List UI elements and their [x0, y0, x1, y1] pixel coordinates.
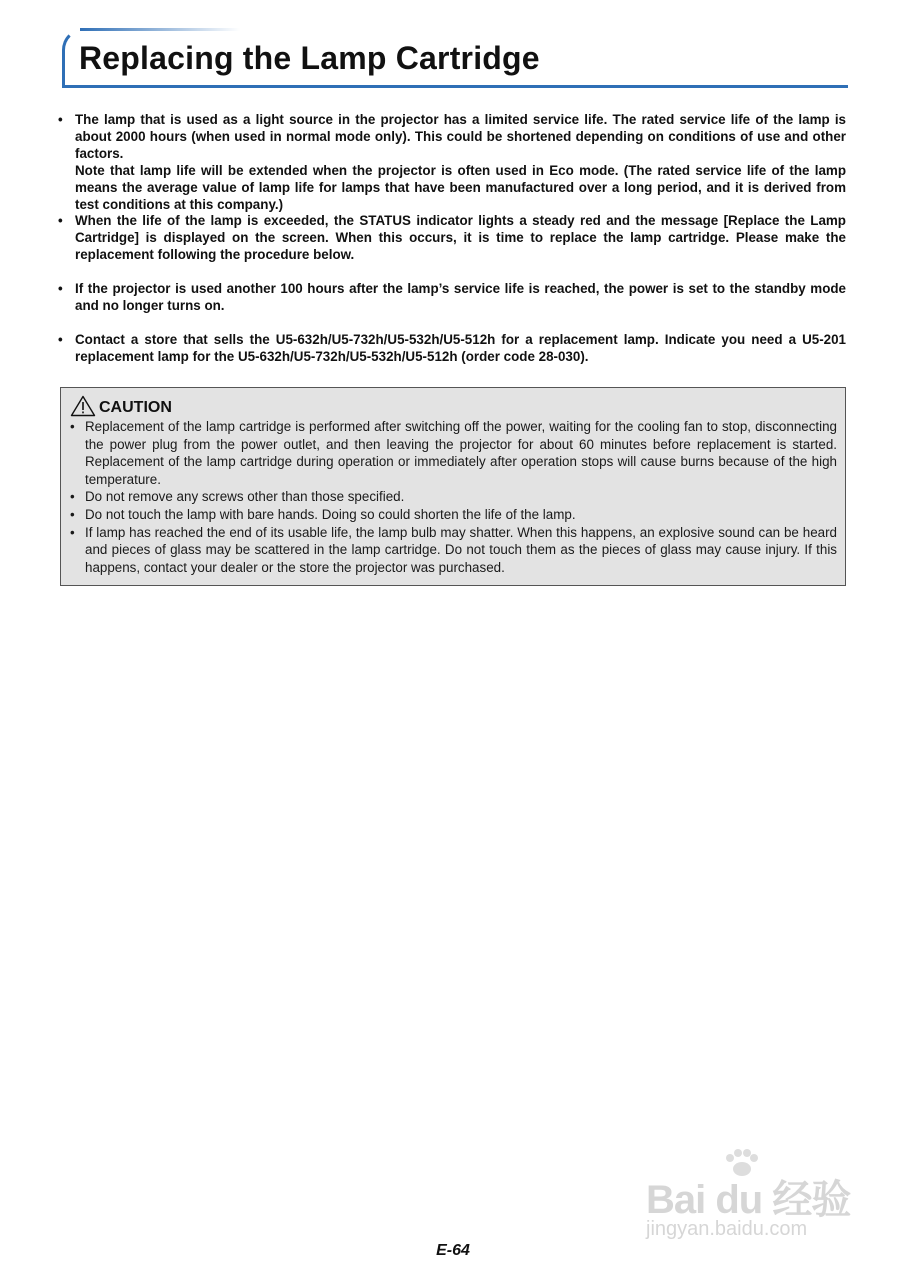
main-list-item [58, 112, 846, 213]
caution-text: If lamp has reached the end of its usable life, the lamp bulb may shatter. When this happens, an explosive sound can be heard and pieces of glass may be scattered in the lamp cartridge. Do not touch them as the pieces of glass may cause injury. If this happens, contact your dealer or the store the projector was purchased. [85, 524, 837, 575]
caution-item [69, 488, 837, 506]
bullet-icon: • [70, 489, 75, 505]
paragraph: Contact a store that sells the U5-632h/U5-732h/U5-532h/U5-512h for a replacement lamp. Indicate you need a U5-201 replacement lamp for the U5-632h/U5-732h/U5-532h/U5-512h (order code 28-030). [75, 331, 846, 364]
caution-box [60, 387, 846, 586]
bullet-icon: • [58, 331, 63, 347]
main-list-item [58, 281, 846, 315]
bullet-icon: • [58, 281, 63, 297]
bullet-icon: • [58, 213, 63, 229]
watermark-logo: Bai du 经验 [646, 1178, 851, 1222]
bullet-icon: • [70, 419, 75, 434]
caution-item [69, 506, 837, 524]
main-bullet-list [58, 112, 846, 366]
bullet-icon: • [70, 524, 75, 540]
main-list-item [58, 332, 846, 366]
caution-title: CAUTION [99, 399, 172, 416]
bullet-icon: • [70, 506, 75, 522]
caution-item [69, 418, 837, 488]
caution-header [70, 395, 172, 417]
caution-text: Do not remove any screws other than those specified. [85, 489, 405, 505]
title-accent-line [80, 28, 240, 31]
warning-triangle-icon [70, 395, 96, 417]
page-number: E-64 [436, 1242, 470, 1259]
paragraph: When the life of the lamp is exceeded, the STATUS indicator lights a steady red and the message [Replace the Lamp Cartridge] is displayed on the screen. When this occurs, it is time to replace the lamp cartridge. Please make the replacement following the procedure below. [75, 213, 846, 263]
caution-text: Do not touch the lamp with bare hands. Doing so could shorten the life of the lamp. [85, 506, 576, 522]
paragraph: Note that lamp life will be extended when the projector is often used in Eco mode. (The rated service life of the lamp means the average value of lamp life for lamps that have been manufactured over a long period, and it is derived from test conditions at this company.) [75, 162, 846, 212]
watermark-url: jingyan.baidu.com [646, 1218, 808, 1240]
paragraph: The lamp that is used as a light source in the projector has a limited service life. The rated service life of the lamp is about 2000 hours (when used in normal mode only). This could be shortened depending on conditions of use and other factors. [75, 112, 846, 161]
caution-item [69, 524, 837, 577]
page-title: Replacing the Lamp Cartridge [79, 40, 540, 76]
paragraph: If the projector is used another 100 hours after the lamp’s service life is reached, the power is set to the standby mode and no longer turns on. [75, 281, 846, 314]
bullet-icon: • [58, 112, 63, 127]
caution-list [69, 418, 837, 576]
main-list-item [58, 213, 846, 264]
caution-text: Replacement of the lamp cartridge is performed after switching off the power, waiting for the cooling fan to stop, disconnecting the power plug from the power outlet, and then leaving the projector for about 60 minutes before replacement is started. Replacement of the lamp cartridge during operation or immediately after operation stops will cause burns because of the high temperature. [85, 419, 837, 487]
baidu-watermark [640, 1148, 860, 1248]
